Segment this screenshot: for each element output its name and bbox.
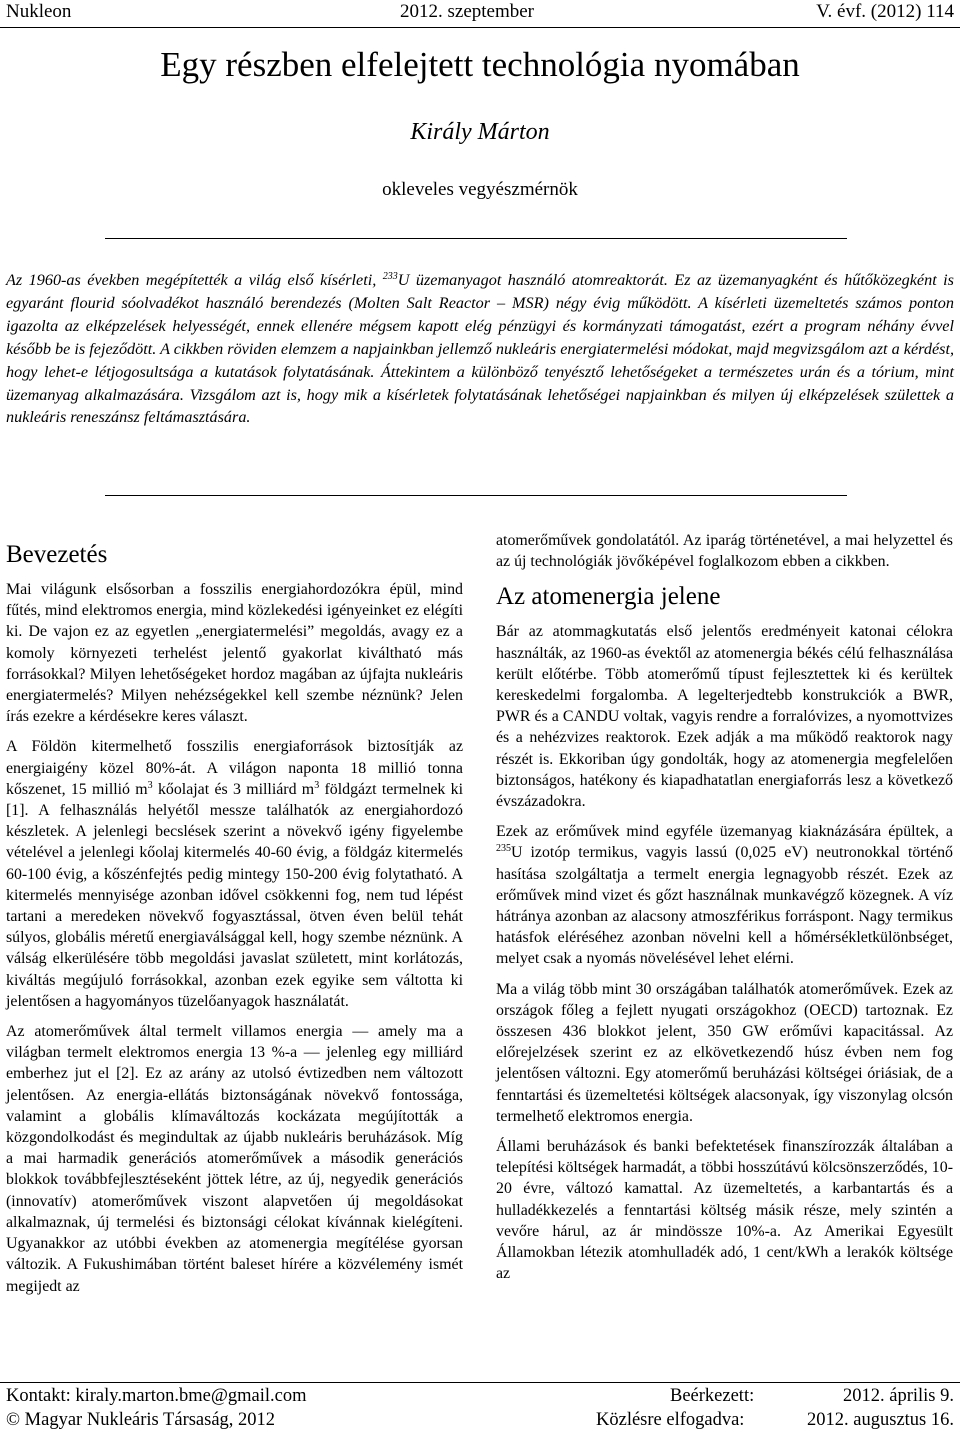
paragraph-text: Ezek az erőművek mind egyféle üzemanyag kiaknázására épültek, a: [496, 823, 953, 841]
paragraph-text: földgázt termelnek ki [1]. A felhasználás helyétől messze találhatók az energiahordozó készletek. A jelenlegi becslések szerint a növekvő igény figyelembe vételével a jelenlegi kőolaj kitermelés 40-60 évig, a földgáz kitermelés 60-100 évig, a kőszénfejtés pedig mintegy 150-200 évig folytatható. A kitermelés mennyisége azonban idővel csökkenni fog, nem tud lépést tartani a meredeken növekvő fogyasztással, ötven éven belül tehát súlyos, globális méretű energiaválsággal kell, hogy szembe néznünk. A válság elkerülésére több megoldási javaslat született, mint korlátozás, kiváltás megújuló forrásokkal, azonban ezek egyike sem váltotta ki jelentősen a hagyományos tüzelőanyagok használatát.: [6, 780, 464, 1010]
accepted-label: Közlésre elfogadva:: [596, 1410, 745, 1430]
abstract-text-rest: U üzemanyagot használó atomreaktorát. Ez az üzemanyagként és hűtőközegként is egyaránt flourid sóolvadékot használó berendezés (Molten Salt Reactor – MSR) négy évig működött. A kísérleti üzemeltetés számos ponton igazolta az elképzelések helyességét, ennek ellenére mégsem kapott elég pénzügyi és kormányzati támogatást, ezért a program néhány évvel később be is fejeződött. A cikkben röviden elemzem a napjainkban jellemző nukleáris energiatermelési módokat, majd megvizsgálom azt a kérdést, hogy lehet-e létjogosultsága a kutatások folytatásának. Áttekintem a különböző tenyésztő lehetőségeket a természetes urán és a tórium, mint üzemanyag alkalmazására. Vizsgálom azt is, hogy mik a kísérletek folytatásának lehetőségei napjainkban és milyen új elképzelések születtek a nukleáris reneszánsz feltámasztására.: [6, 271, 954, 427]
abstract: [6, 269, 954, 429]
paragraph: Állami beruházások és banki befektetések finanszírozzák általában a telepítési költségek harmadát, a többi hosszútávú kölcsönszerződés, 10-20 évre, változó kamattal. Az üzemeltetés, a karbantartás és a hulladékkezelés a fenntartási költség másik része, mely szintén a vevőre hárul, az ár mindössze 10%-a. Az Amerikai Egyesült Államokban létezik atomhulladék adó, 1 cent/kWh a lerakók költsége az: [496, 1138, 953, 1283]
paragraph: Ma a világ több mint 30 országában találhatók atomerőművek. Ezek az országok főleg a fejlett nyugati országokhoz (OECD) tartoznak. Ez összesen 436 blokkot jelent, 350 GW erőművi kapacitással. Az előrejelzések szerint ez az elkövetkezendő húsz évben nem fog jelentősen változni. Egy atomerőmű beruházási költségei óriásiak, de a fenntartási és üzemeltetési költségek alacsonyak, így viszonylag olcsón termelhető elektromos energia.: [496, 980, 953, 1125]
paragraph: atomerőművek gondolatától. Az iparág történetével, a mai helyzettel és az új technológiák jövőképével foglalkozom ebben a cikkben.: [496, 532, 953, 571]
superscript: 3: [314, 779, 320, 791]
footer-rule: [0, 1382, 960, 1383]
running-header: [0, 0, 960, 26]
author-name: Király Márton: [410, 119, 550, 145]
received-label: Beérkezett:: [670, 1386, 755, 1406]
left-column: [6, 533, 463, 1306]
paragraph: Az atomerőművek által termelt villamos energia — amely ma a világban termelt elektromos energia 13 %-a — jelenleg egy milliárd emberhez jut el [2]. Ez az arány az utolsó évtizedben nem változott jelentősen. Az energia-ellátás biztonságának növekvő fontossága, valamint a globális klímaváltozás kockázata megújították a közgondolkodást és megindultak az újabb nukleáris beruházások. Míg a mai harmadik generációs atomerőművek a második generációs blokkok továbbfejlesztéseként jöttek létre, az új, negyedik generációs (innovatív) atomerőművek viszont alapvetően új megoldásokat alkalmaznak, új termelési és biztonsági célokat kívánnak kielégíteni. Ugyanakkor az utóbbi években az atomenergia megítélése gyorsan változik. A Fukushimában történt baleset hírére a közvélemény ismét megijedt az: [6, 1023, 463, 1295]
article-title: Egy részben elfelejtett technológia nyomában: [160, 45, 800, 84]
paragraph: [496, 821, 953, 969]
title-divider: [105, 238, 847, 239]
superscript: 3: [147, 779, 153, 791]
abstract-divider: [105, 495, 847, 496]
volume-info: V. évf. (2012) 114: [816, 1, 954, 22]
author-role: okleveles vegyészmérnök: [382, 179, 578, 200]
right-column: [496, 530, 953, 1294]
paragraph-text: U izotóp termikus, vagyis lassú (0,025 eV) neutronokkal történő hasítása szolgáltatja a termelt energia legnagyobb részét. Ezek az erőművek mind vizet és gőzt használnak munkavégző közegnek. A víz hátránya azonban az alacsony atmoszférikus forráspont. Nagy termikus hatásfok eléréséhez azonban növelni kell a hőmérsékletkülönbséget, melyet csak a nyomás növelésével lehet elérni.: [496, 844, 953, 968]
paragraph-text: A Földön kitermelhető fosszilis energiaforrások biztosítják az energiaigény közel 80%-át. A világon naponta 18 millió tonna kőszenet, 15 millió m: [6, 738, 463, 798]
journal-name: Nukleon: [6, 1, 72, 22]
paragraph: [6, 736, 463, 1012]
superscript: 235: [496, 843, 511, 855]
accepted-date: 2012. augusztus 16.: [807, 1410, 954, 1430]
abstract-text-start: Az 1960-as években megépítették a világ első kísérleti,: [6, 271, 383, 289]
paragraph: Bár az atommagkutatás első jelentős eredményeit katonai célokra használták, az 1960-as évektől az atomenergia békés célú felhasználása került előtérbe. Több atomerőmű típust fejlesztettek ki és kerültek kereskedelmi forgalomba. A legelterjedtebb konstrukciók a BWR, PWR és a CANDU voltak, vagyis rendre a forralóvizes, a nyomottvizes és a nehézvizes reaktorok. Ezek adják a ma működő reaktorok nagy részét is. Ekkoriban úgy gondolták, hogy az atomenergia megfelelően biztonságos, hatékony és kiapadhatatlan energiaforrás lesz a következő évszázadokra.: [496, 623, 953, 811]
header-rule: [0, 27, 960, 28]
received-date: 2012. április 9.: [843, 1386, 954, 1406]
paragraph: Mai világunk elsősorban a fosszilis energiahordozókra épül, mind fűtés, mind elektromos energia, mind közlekedési igényeinket ez elégíti ki. De vajon ez az egyetlen „energiatermelési” megoldás, avagy ez a komoly környezeti terhelést jelentő gyakorlat kiváltható más forrásokkal? Milyen lehetőségeket hordoz magában az újfajta nukleáris energiatermelés? Milyen nehézségekkel kell szembe néznünk? Jelen írás ezekre a kérdésekre keres választ.: [6, 581, 463, 726]
copyright: © Magyar Nukleáris Társaság, 2012: [6, 1410, 276, 1430]
section-heading-atomic-energy: Az atomenergia jelene: [496, 583, 721, 611]
abstract-isotope-sup: 233: [382, 271, 398, 282]
section-heading-introduction: Bevezetés: [6, 541, 108, 568]
issue-date: 2012. szeptember: [400, 1, 535, 22]
contact-email: Kontakt: kiraly.marton.bme@gmail.com: [6, 1386, 307, 1406]
paragraph-text: kőolajat és 3 milliárd m: [152, 780, 315, 798]
